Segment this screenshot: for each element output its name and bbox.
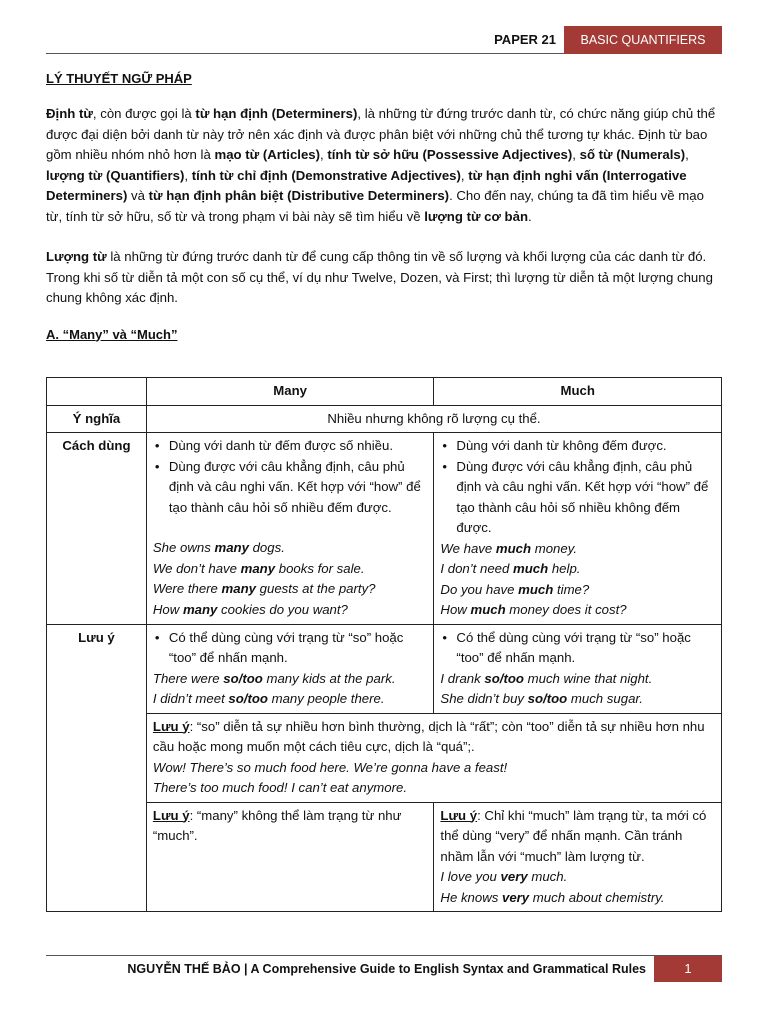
usage-label: Cách dùng <box>47 433 147 625</box>
text-run: , còn được gọi là <box>92 106 196 121</box>
so-too-note-text: : “so” diễn tả sự nhiều hơn bình thường, dịch là “rất”; còn “too” diễn tả sự nhiều hơn nhu cầu hoặc mong muốn một cách tiêu cực, dịch là “quá”;. <box>152 718 705 754</box>
meaning-label: Ý nghĩa <box>47 405 147 433</box>
usage-much-bullets <box>440 436 715 539</box>
text-run: guests at the party? <box>256 581 376 596</box>
note-label: Lưu ý <box>47 624 147 912</box>
bold-term: very <box>500 869 528 884</box>
bold-term: much <box>513 561 549 576</box>
text-run: , <box>572 147 580 162</box>
meaning-text: Nhiều nhưng không rõ lượng cụ thể. <box>146 405 721 433</box>
so-too-example-2: There’s too much food! I can’t eat anymore. <box>152 780 408 795</box>
usage-bullet: • Dùng được với câu khẳng định, câu phủ định và câu nghi vấn. Kết hợp với “how” để tạo thành câu hỏi số nhiều không đếm được. <box>440 457 715 539</box>
text-run: là những từ đứng trước danh từ để cung cấp thông tin về số lượng và khối lượng của các danh từ đó. Trong khi số từ diễn tả một con số cụ thể, ví dụ như Twelve, Dozen, và First; thì lượng từ diễn tả một lượng chung chung không xác định. <box>46 249 713 305</box>
usage-many-bullets <box>153 436 428 518</box>
example-sentence <box>440 867 715 888</box>
bold-term: từ hạn định nghi vấn (Interrogative Determiners) <box>46 167 687 203</box>
bold-term: Định từ <box>46 106 93 121</box>
bold-term: much <box>470 602 506 617</box>
usage-much-cell <box>434 433 722 625</box>
text-run: . Cho đến nay, chúng ta đã tìm hiểu về mạo từ, tính từ sở hữu, số từ và trong phạm vi bài này sẽ tìm hiểu về <box>46 188 704 224</box>
bold-term: very <box>502 889 530 905</box>
text-run: I drank <box>440 670 485 686</box>
text-run: much. <box>527 869 568 884</box>
example-sentence <box>153 600 428 621</box>
bold-term: Lượng từ <box>46 249 107 264</box>
example-sentence <box>440 669 715 690</box>
many-adverb-note-label: Lưu ý <box>152 807 190 823</box>
bold-term: tính từ chỉ định (Demonstrative Adjectives) <box>191 167 461 183</box>
note-row <box>47 624 722 713</box>
bold-term: so/too <box>228 691 268 706</box>
topic-tag: BASIC QUANTIFIERS <box>564 26 722 54</box>
bold-term: mạo từ (Articles) <box>214 147 321 162</box>
note-many-cell <box>146 624 434 713</box>
text-run: help. <box>548 561 581 576</box>
meaning-row <box>47 405 722 433</box>
text-run: We have <box>440 540 496 556</box>
bold-term: so/too <box>223 670 263 686</box>
text-run: many kids at the park. <box>262 670 396 686</box>
note-much-bullet: • Có thể dùng cùng với trạng từ “so” hoặc “too” để nhấn mạnh. <box>440 628 715 669</box>
text-run: I love you <box>440 869 501 884</box>
much-adverb-note-label: Lưu ý <box>440 807 478 823</box>
bold-term: từ hạn định phân biệt (Distributive Determiners) <box>148 188 450 203</box>
table-header-row <box>47 378 722 406</box>
note-many-examples <box>153 669 428 710</box>
text-run: many people there. <box>267 691 385 706</box>
bold-term: much <box>518 581 554 597</box>
text-run: She didn’t buy <box>440 691 528 706</box>
text-run: , <box>460 167 469 183</box>
text-run: How <box>440 602 471 617</box>
text-run: money does it cost? <box>505 602 627 617</box>
text-run: , <box>685 147 689 162</box>
text-run: . <box>528 208 532 224</box>
example-sentence <box>153 559 428 580</box>
paper-number: PAPER 21 <box>494 32 556 47</box>
text-run: , <box>320 147 328 162</box>
example-sentence <box>440 600 715 621</box>
text-run: Do you have <box>440 581 519 597</box>
usage-row <box>47 433 722 625</box>
usage-bullet: • Dùng được với câu khẳng định, câu phủ định và câu nghi vấn. Kết hợp với “how” để tạo thành câu hỏi số nhiều đếm được. <box>153 457 428 519</box>
text-run: She owns <box>152 540 215 555</box>
example-sentence <box>153 669 428 690</box>
section-heading-a: A. “Many” và “Much” <box>46 326 178 342</box>
text-run: books for sale. <box>275 560 365 576</box>
text-run: much sugar. <box>567 691 643 706</box>
text-run: , <box>184 167 192 183</box>
page-header <box>46 26 722 54</box>
usage-bullet: • Dùng với danh từ đếm được số nhiều. <box>153 436 428 457</box>
usage-bullet: • Dùng với danh từ không đếm được. <box>440 436 715 457</box>
column-header-much: Much <box>434 378 722 406</box>
text-run: cookies do you want? <box>217 601 348 617</box>
much-adverb-note-text: : Chỉ khi “much” làm trạng từ, ta mới có thể dùng “very” để nhấn mạnh. Cần tránh nhầm lẫn với “much” làm lượng từ. <box>440 807 707 864</box>
document-body <box>46 68 722 342</box>
usage-much-examples <box>440 539 715 621</box>
text-run: much about chemistry. <box>529 889 665 905</box>
usage-many-cell <box>146 433 434 625</box>
text-run: và <box>127 188 149 203</box>
so-too-note <box>146 713 721 802</box>
many-much-table <box>46 377 722 912</box>
bold-term: lượng từ (Quantifiers) <box>46 167 185 183</box>
example-sentence <box>153 538 428 559</box>
so-too-note-label: Lưu ý <box>152 718 190 734</box>
text-run: I don’t need <box>440 561 514 576</box>
bold-term: many <box>221 581 256 596</box>
bold-term: so/too <box>527 691 568 706</box>
usage-many-examples <box>153 538 428 620</box>
much-adverb-note <box>434 802 722 912</box>
example-sentence <box>440 539 715 560</box>
text-run: He knows <box>440 889 502 905</box>
text-run: How <box>152 601 183 617</box>
text-run: There were <box>152 670 224 686</box>
many-adverb-note <box>146 802 434 912</box>
so-too-example-1: Wow! There’s so much food here. We’re gonna have a feast! <box>152 759 508 775</box>
example-sentence <box>153 689 428 710</box>
example-sentence <box>440 888 715 909</box>
text-run: , là những từ đứng trước danh từ, có chức năng giúp chủ thể được đại diện bởi danh từ này trở nên xác định và được phân biệt với những chủ thể tương tự khác. Định từ bao gồm nhiều nhóm nhỏ hơn là <box>46 106 716 162</box>
page-number: 1 <box>654 956 722 982</box>
intro-paragraph <box>46 104 722 227</box>
text-run: I didn’t meet <box>152 691 229 706</box>
bold-term: lượng từ cơ bản <box>424 208 529 224</box>
example-sentence <box>440 559 715 580</box>
bold-term: số từ (Numerals) <box>579 147 686 162</box>
bold-term: many <box>214 540 249 555</box>
note-much-examples <box>440 669 715 710</box>
note2-row <box>47 713 722 802</box>
bold-term: many <box>240 560 276 576</box>
bold-term: many <box>182 601 218 617</box>
much-adverb-examples <box>440 867 715 908</box>
column-header-many: Many <box>146 378 434 406</box>
example-sentence <box>440 689 715 710</box>
text-run: money. <box>531 540 577 556</box>
example-sentence <box>440 580 715 601</box>
text-run: Were there <box>152 581 222 596</box>
note-many-bullet: • Có thể dùng cùng với trạng từ “so” hoặc “too” để nhấn mạnh. <box>153 628 428 669</box>
page-title: LÝ THUYẾT NGỮ PHÁP <box>46 71 192 86</box>
text-run: time? <box>553 581 590 597</box>
note-much-cell <box>434 624 722 713</box>
bold-term: much <box>495 540 532 556</box>
example-sentence <box>153 579 428 600</box>
note3-row <box>47 802 722 912</box>
bold-term: so/too <box>484 670 524 686</box>
page-footer <box>46 955 722 981</box>
table-corner-cell <box>47 378 147 406</box>
bold-term: từ hạn định (Determiners) <box>195 106 358 121</box>
bold-term: tính từ sở hữu (Possessive Adjectives) <box>327 147 573 162</box>
text-run: We don’t have <box>152 560 241 576</box>
footer-text: NGUYỄN THẾ BẢO | A Comprehensive Guide to English Syntax and Grammatical Rules <box>127 962 646 976</box>
text-run: dogs. <box>248 540 285 555</box>
many-adverb-note-text: : “many” không thể làm trạng từ như “much”. <box>152 807 402 843</box>
quantifier-definition <box>46 247 722 309</box>
text-run: much wine that night. <box>523 670 653 686</box>
